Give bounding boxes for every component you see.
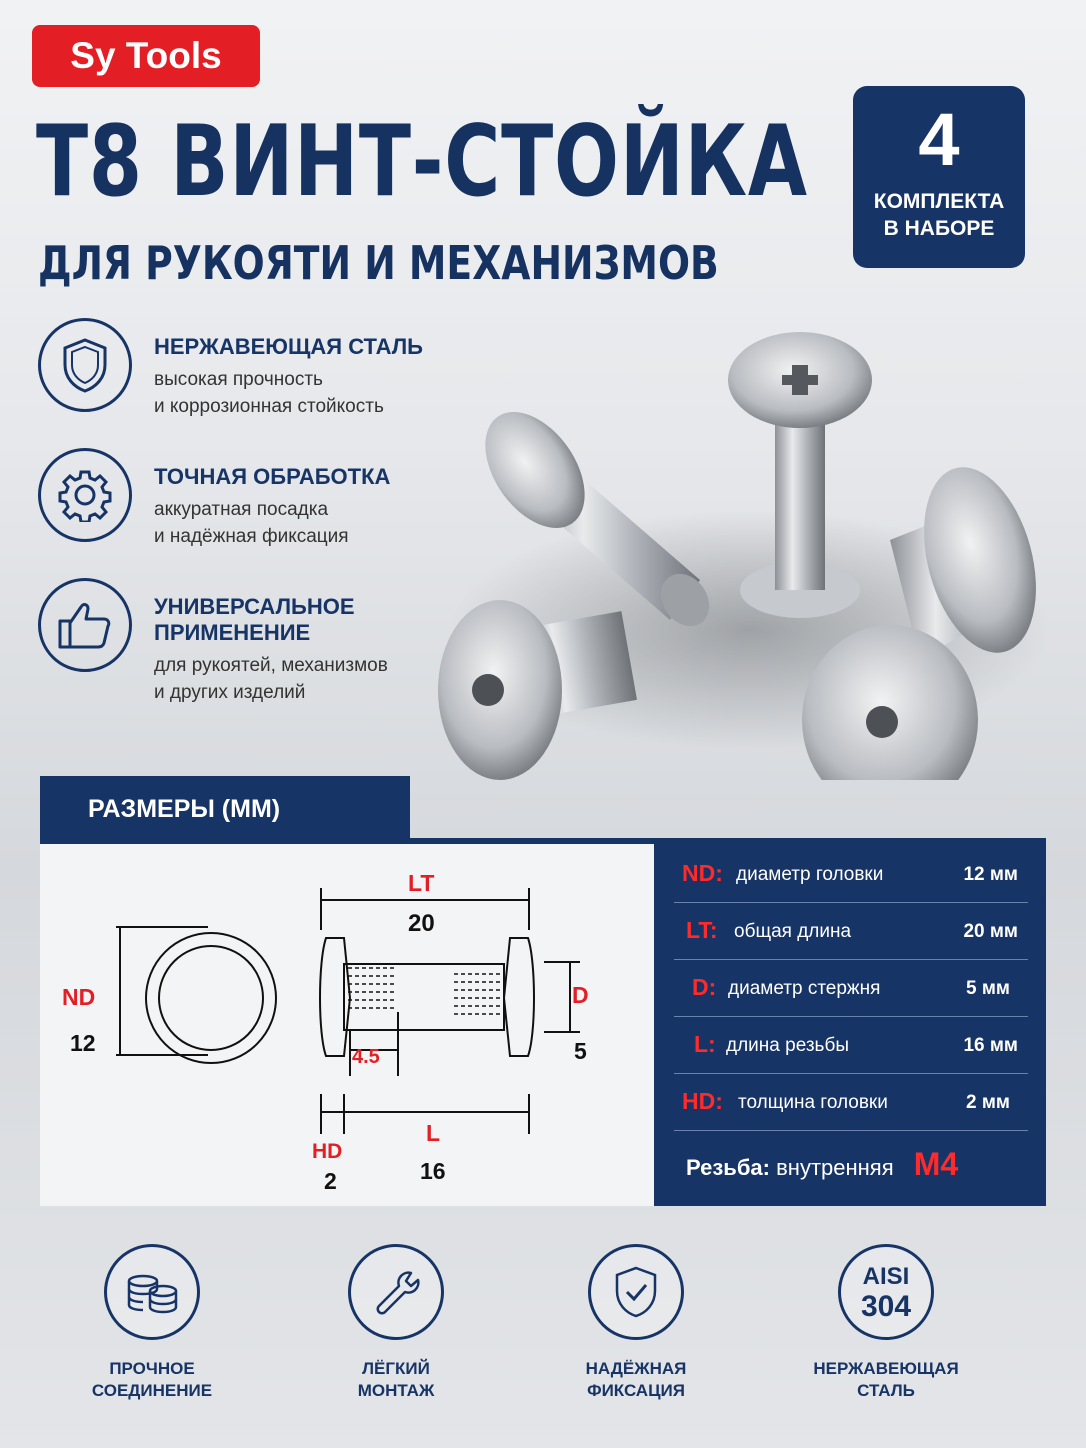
benefit-line: СОЕДИНЕНИЕ — [91, 1381, 213, 1400]
feature-title: НЕРЖАВЕЮЩАЯ СТАЛЬ — [154, 334, 423, 359]
feature-title: ТОЧНАЯ ОБРАБОТКА — [154, 464, 391, 489]
feature-desc-line: высокая прочность — [154, 369, 323, 390]
feature-desc-line: и других изделий — [154, 682, 306, 703]
feature-stainless — [36, 318, 456, 448]
benefit-label — [296, 1358, 496, 1402]
screw-part-3 — [438, 600, 637, 780]
benefit-strong-connection — [52, 1244, 252, 1402]
kit-count: 4 — [918, 98, 960, 181]
page-subtitle: ДЛЯ РУКОЯТИ И МЕХАНИЗМОВ — [38, 236, 719, 290]
aisi-304-icon — [838, 1244, 934, 1340]
benefit-line: ПРОЧНОЕ — [109, 1359, 195, 1378]
feature-title-line: ПРИМЕНЕНИЕ — [154, 620, 311, 645]
spec-code: D: — [692, 974, 717, 1000]
hd-value: 2 — [324, 1168, 337, 1194]
sizes-header: РАЗМЕРЫ (ММ) — [40, 776, 410, 842]
benefit-easy-mount — [296, 1244, 496, 1402]
thread-size: M4 — [913, 1146, 959, 1182]
feature-title-line: УНИВЕРСАЛЬНОЕ — [154, 594, 355, 619]
benefit-label — [536, 1358, 736, 1402]
benefit-stainless — [786, 1244, 986, 1402]
spec-row-l — [674, 1017, 1028, 1074]
feature-desc — [154, 652, 454, 706]
spec-table — [654, 838, 1046, 1206]
benefit-line: СТАЛЬ — [857, 1381, 915, 1400]
spec-row-hd — [674, 1074, 1028, 1131]
benefit-line: НЕРЖАВЕЮЩАЯ — [813, 1359, 959, 1378]
kit-line-1: КОМПЛЕКТА — [873, 190, 1005, 213]
aisi-grade: 304 — [860, 1290, 912, 1323]
gear-icon — [38, 448, 132, 542]
benefit-line: МОНТАЖ — [357, 1381, 435, 1400]
spec-desc: толщина головки — [738, 1092, 888, 1113]
l-label: L — [426, 1120, 441, 1146]
thread-depth-value: 4.5 — [352, 1046, 380, 1068]
l-value: 16 — [420, 1158, 446, 1184]
feature-title — [154, 594, 355, 646]
spec-value: 5 мм — [966, 978, 1010, 999]
shield-icon — [38, 318, 132, 412]
benefit-line: ЛЁГКИЙ — [362, 1359, 430, 1378]
dimension-drawing — [40, 844, 654, 1206]
thread-type: внутренняя — [776, 1155, 894, 1180]
page-title: Т8 ВИНТ-СТОЙКА — [36, 105, 808, 219]
d-label: D — [572, 982, 589, 1008]
spec-desc: диаметр головки — [736, 864, 884, 885]
shield-check-icon — [588, 1244, 684, 1340]
lt-value: 20 — [408, 910, 435, 937]
feature-machining — [36, 448, 456, 578]
feature-desc-line: для рукоятей, механизмов — [154, 655, 388, 676]
thread-label: Резьба: — [686, 1155, 770, 1180]
feature-desc — [154, 366, 454, 420]
spec-row-d — [674, 960, 1028, 1017]
feature-desc — [154, 496, 454, 550]
spec-value: 16 мм — [963, 1035, 1018, 1056]
spec-code: LT: — [686, 917, 718, 943]
spec-value: 12 мм — [963, 864, 1018, 885]
aisi-label: AISI — [862, 1263, 910, 1290]
spec-row-lt — [674, 903, 1028, 960]
kit-line-2: В НАБОРЕ — [883, 217, 995, 240]
benefit-line: НАДЁЖНАЯ — [585, 1359, 687, 1378]
spec-value: 20 мм — [963, 921, 1018, 942]
thread-spec — [686, 1146, 958, 1183]
lt-label: LT — [408, 870, 435, 896]
screw-part-2 — [728, 332, 872, 618]
feature-desc-line: аккуратная посадка — [154, 499, 329, 520]
feature-universal — [36, 578, 456, 708]
nd-value: 12 — [70, 1030, 96, 1056]
kit-count-badge — [853, 86, 1025, 268]
benefit-label — [52, 1358, 252, 1402]
dimension-diagram — [40, 844, 654, 1206]
spec-desc: общая длина — [734, 921, 852, 942]
spec-code: HD: — [682, 1088, 723, 1114]
brand-logo: Sy Tools — [32, 25, 260, 87]
benefit-reliable-fix — [536, 1244, 736, 1402]
spec-code: L: — [694, 1031, 716, 1057]
benefit-line: ФИКСАЦИЯ — [587, 1381, 685, 1400]
benefit-label — [786, 1358, 986, 1402]
spec-row-nd — [674, 846, 1028, 903]
feature-desc-line: и коррозионная стойкость — [154, 396, 384, 417]
benefits-row — [0, 1244, 1086, 1424]
product-photo — [420, 300, 1060, 780]
spec-desc: диаметр стержня — [728, 978, 881, 999]
feature-desc-line: и надёжная фиксация — [154, 526, 349, 547]
spec-desc: длина резьбы — [726, 1035, 849, 1056]
feature-list — [36, 318, 456, 708]
d-value: 5 — [574, 1038, 587, 1064]
spec-code: ND: — [682, 860, 723, 886]
coins-icon — [104, 1244, 200, 1340]
spec-value: 2 мм — [966, 1092, 1010, 1113]
thumbs-up-icon — [38, 578, 132, 672]
wrench-icon — [348, 1244, 444, 1340]
nd-label: ND — [62, 984, 96, 1010]
hd-label: HD — [312, 1140, 343, 1163]
